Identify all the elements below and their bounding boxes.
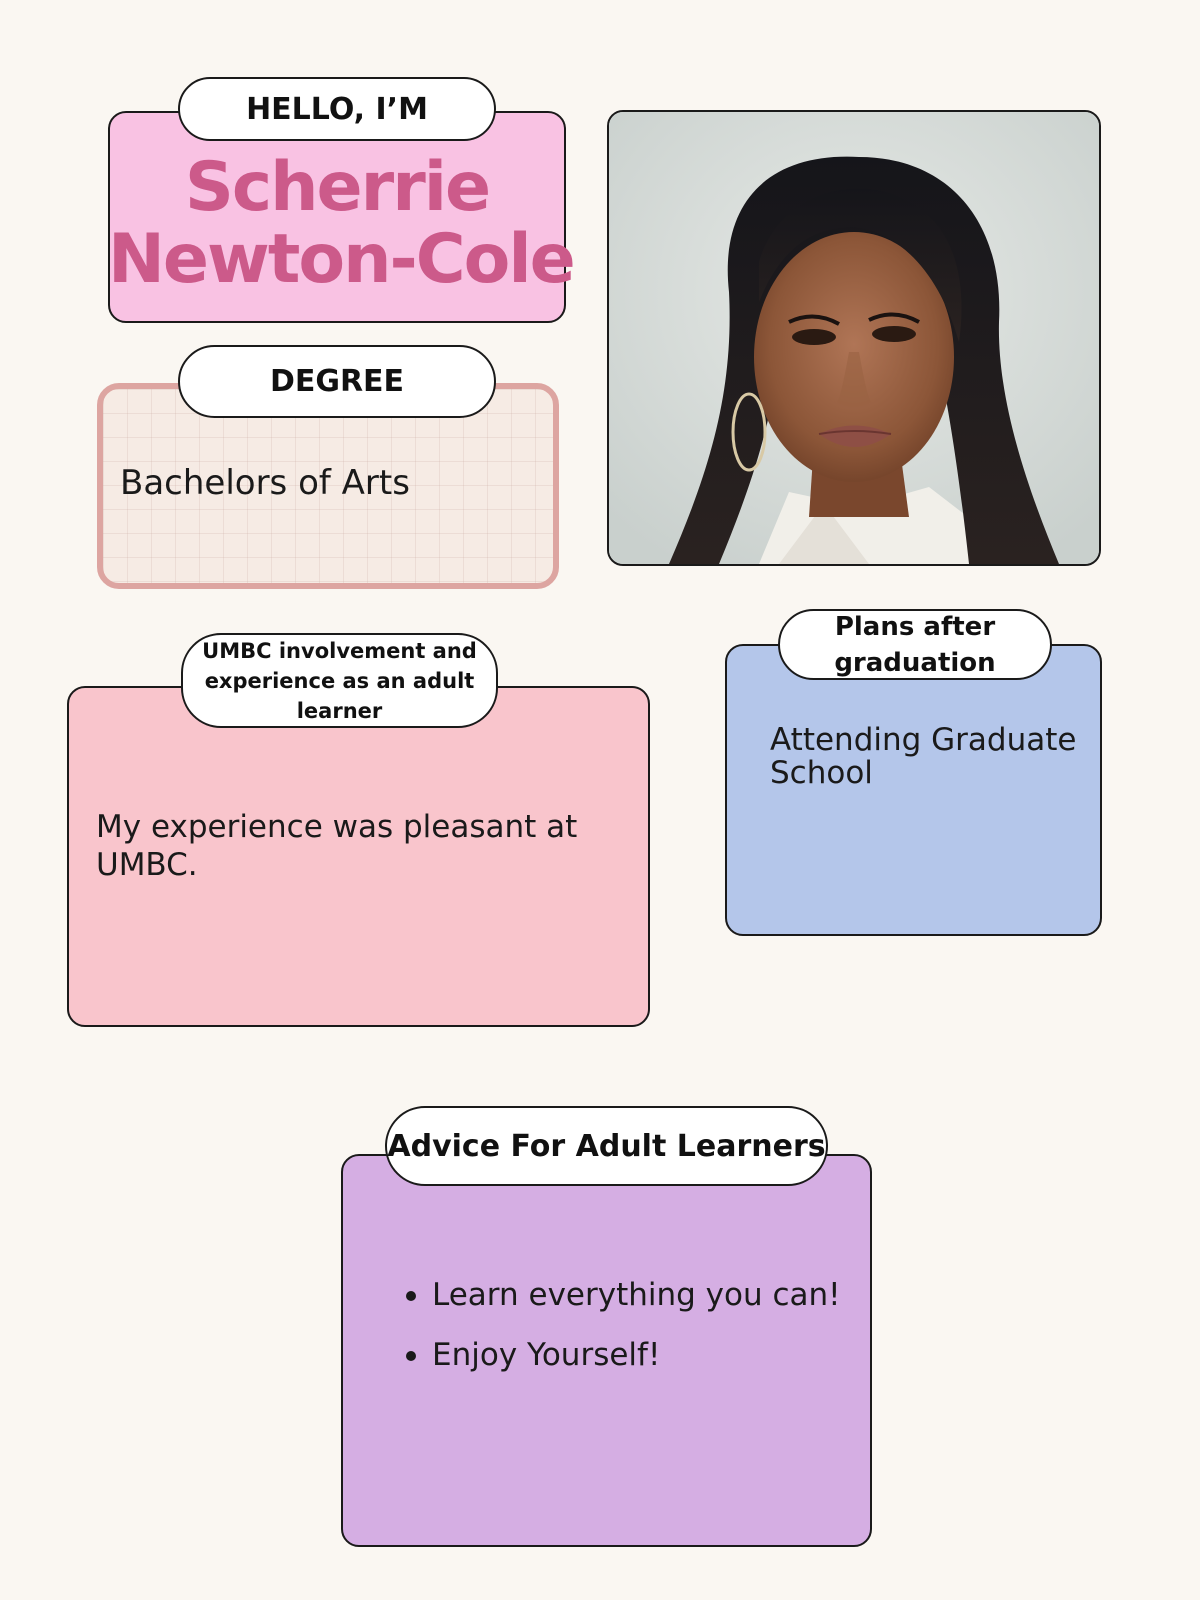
involvement-heading: UMBC involvement and experience as an adult learner [181,633,498,728]
profile-name [108,148,574,299]
plans-heading: Plans after graduation [778,609,1052,680]
involvement-body: My experience was pleasant at UMBC. [96,809,578,883]
first-name: Scherrie [184,148,490,227]
last-name: Newton-Cole [108,220,574,299]
advice-item: Enjoy Yourself! [400,1336,841,1396]
degree-value: Bachelors of Arts [120,463,410,503]
advice-heading: Advice For Adult Learners [385,1106,828,1186]
advice-item: Learn everything you can! [400,1276,841,1336]
portrait-photo [607,110,1101,566]
greeting-label: HELLO, I’M [178,77,496,141]
advice-list [400,1276,841,1396]
plans-body: Attending Graduate School [770,722,1077,791]
portrait-illustration [609,112,1099,564]
degree-heading: DEGREE [178,345,496,418]
